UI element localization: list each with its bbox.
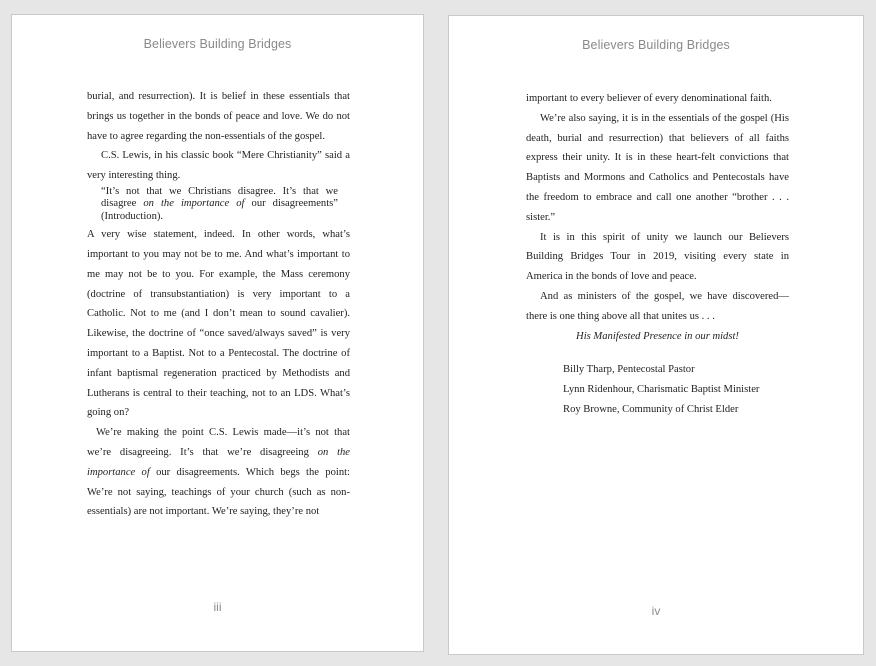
paragraph: And as ministers of the gospel, we have discovered—there is one thing above all that unites us . . . <box>526 290 789 322</box>
paragraph <box>87 423 350 522</box>
paragraph: A very wise statement, indeed. In other words, what’s important to you may not be to me. And what’s important to me may not be to you. For example, the Mass ceremony (doctrine of transubstantiation) is very important to a Catholic. Not to me (and I don’t mean to sound cavalier). Likewise, the doctrine of “once saved/always saved” is very important to a Baptist. Not to a Pentecostal. The doctrine of infant baptismal regeneration practiced by Methodists and Lutherans is central to their teaching, not to an LDS. What’s going on? <box>87 229 350 419</box>
page-number: iv <box>651 604 661 618</box>
paragraph: It is in this spirit of unity we launch our Believers Building Bridges Tour in 2019, visiting every state in America in the bonds of love and peace. <box>526 231 789 283</box>
paragraph: We’re also saying, it is in the essentials of the gospel (His death, burial and resurrection) that believers of all faiths express their unity. It is in these heart-felt convictions that Baptists and Mormons and Catholics and Pentecostals have the freedom to embrace and call one another “brother . . . sister.” <box>526 112 789 223</box>
quote-text: “It’s not that we Christians disagree. It’s that we disagree <box>101 185 338 210</box>
paragraph: C.S. Lewis, in his classic book “Mere Christianity” said a very interesting thing. <box>87 150 350 182</box>
signature-line: Billy Tharp, Pentecostal Pastor <box>563 364 695 376</box>
signature-block <box>526 360 789 419</box>
quote-text: our disagreements” (Introduction). <box>101 198 338 222</box>
document-page-left <box>11 14 424 652</box>
paragraph-text: our disagreements. Which begs the point: We’re not saying, teachings of your church (such as non-essentials) are not important. We’re saying, they’re not <box>87 466 350 518</box>
page-body <box>87 87 350 522</box>
signature-line: Lynn Ridenhour, Charismatic Baptist Minister <box>563 384 760 396</box>
signature-line: Roy Browne, Community of Christ Elder <box>563 403 739 415</box>
running-header: Believers Building Bridges <box>143 37 292 51</box>
closing-emphasis: His Manifested Presence in our midst! <box>576 330 739 342</box>
paragraph-emphasis: on the importance of <box>87 446 351 478</box>
paragraph-text: We’re making the point C.S. Lewis made—it’s not that we’re disagreeing. It’s that we’re disagreeing <box>87 427 350 458</box>
document-page-right <box>448 15 864 655</box>
closing-line <box>526 327 789 347</box>
paragraph: burial, and resurrection). It is belief in these essentials that brings us together in the bonds of peace and love. We do not have to agree regarding the non-essentials of the gospel. <box>87 91 350 142</box>
paragraph: important to every believer of every denominational faith. <box>526 93 772 104</box>
block-quote <box>87 186 350 223</box>
running-header: Believers Building Bridges <box>582 38 730 52</box>
quote-emphasis: on the importance of <box>143 198 245 210</box>
page-body <box>526 89 789 420</box>
page-number: iii <box>213 600 222 614</box>
